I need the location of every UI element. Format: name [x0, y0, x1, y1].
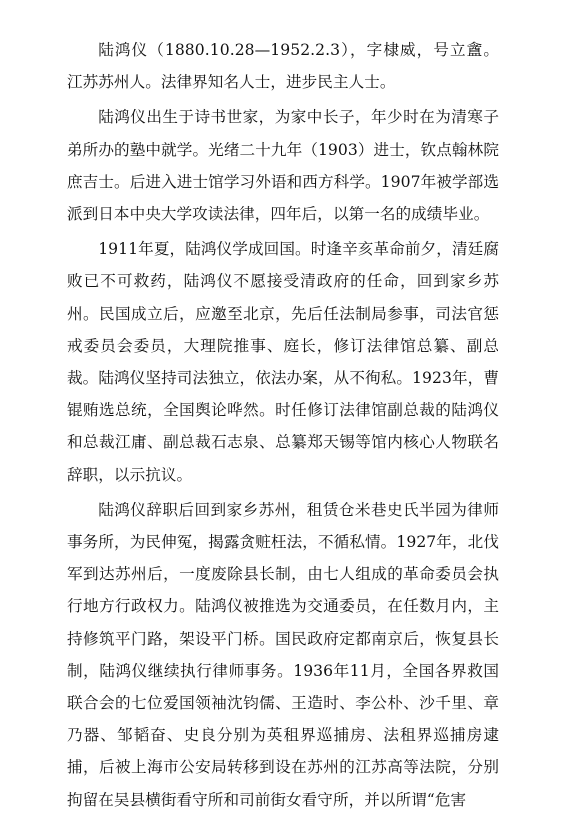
paragraph-intro: 陆鸿仪（1880.10.28—1952.2.3），字棣威，号立盦。江苏苏州人。法律界知名人士，进步民主人士。	[67, 41, 499, 92]
paragraph-career: 1911年夏，陆鸿仪学成回国。时逢辛亥革命前夕，清廷腐败已不可救药，陆鸿仪不愿接受清政府的任命，回到家乡苏州。民国成立后，应邀至北京，先后任法制局参事，司法官惩戒委员会委员，大理院推事、庭长，修订法律馆总纂、副总裁。陆鸿仪坚持司法独立，依法办案，从不徇私。1923年，曹锟贿选总统，全国舆论哗然。时任修订法律馆副总裁的陆鸿仪和总裁江庸、副总裁石志泉、总纂郑天锡等馆内核心人物联名辞职，以示抗议。	[67, 240, 499, 484]
paragraph-early-life: 陆鸿仪出生于诗书世家，为家中长子，年少时在为清寒子弟所办的塾中就学。光绪二十九年（1903）进士，钦点翰林院庶吉士。后进入进士馆学习外语和西方科学。1907年被学部选派到日本中央大学攻读法律，四年后，以第一名的成绩毕业。	[67, 108, 499, 224]
document-body	[67, 34, 499, 819]
paragraph-lawyer: 陆鸿仪辞职后回到家乡苏州，租赁仓米巷史氏半园为律师事务所，为民伸冤，揭露贪赃枉法，不循私情。1927年，北伐军到达苏州后，一度废除县长制，由七人组成的革命委员会执行地方行政权力。陆鸿仪被推选为交通委员，在任数月内，主持修筑平门路，架设平门桥。国民政府定都南京后，恢复县长制，陆鸿仪继续执行律师事务。1936年11月，全国各界救国联合会的七位爱国领袖沈钧儒、王造时、李公朴、沙千里、章乃器、邹韬奋、史良分别为英租界巡捕房、法租界巡捕房逮捕，后被上海市公安局转移到设在苏州的江苏高等法院，分别拘留在吴县横街看守所和司前街女看守所，并以所谓“危害	[67, 500, 499, 809]
